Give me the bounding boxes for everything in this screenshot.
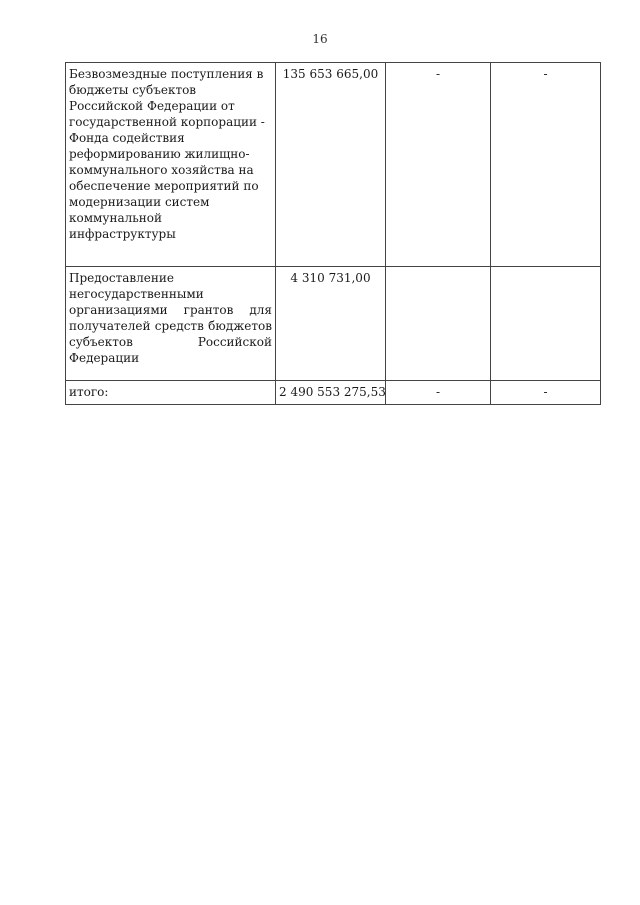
total-amount: 2 490 553 275,53 [276, 381, 386, 405]
total-col4: - [491, 381, 601, 405]
row-description: Предоставление негосударственными организациями грантов для получателей средств бюджетов субъектов Российской Федерации [66, 267, 276, 381]
row-amount: 135 653 665,00 [276, 63, 386, 267]
row-col3: - [386, 63, 491, 267]
page-number: 16 [312, 32, 328, 46]
total-label: итого: [66, 381, 276, 405]
budget-table [65, 62, 601, 405]
row-col4 [491, 267, 601, 381]
row-col4: - [491, 63, 601, 267]
row-amount: 4 310 731,00 [276, 267, 386, 381]
row-col3 [386, 267, 491, 381]
table-row-total [66, 381, 601, 405]
table-row [66, 63, 601, 267]
total-col3: - [386, 381, 491, 405]
row-description: Безвозмездные поступления в бюджеты субъектов Российской Федерации от государственной корпорации - Фонда содействия реформированию жилищно-коммунального хозяйства на обеспечение мероприятий по модернизации систем коммунальной инфраструктуры [66, 63, 276, 267]
table-row [66, 267, 601, 381]
